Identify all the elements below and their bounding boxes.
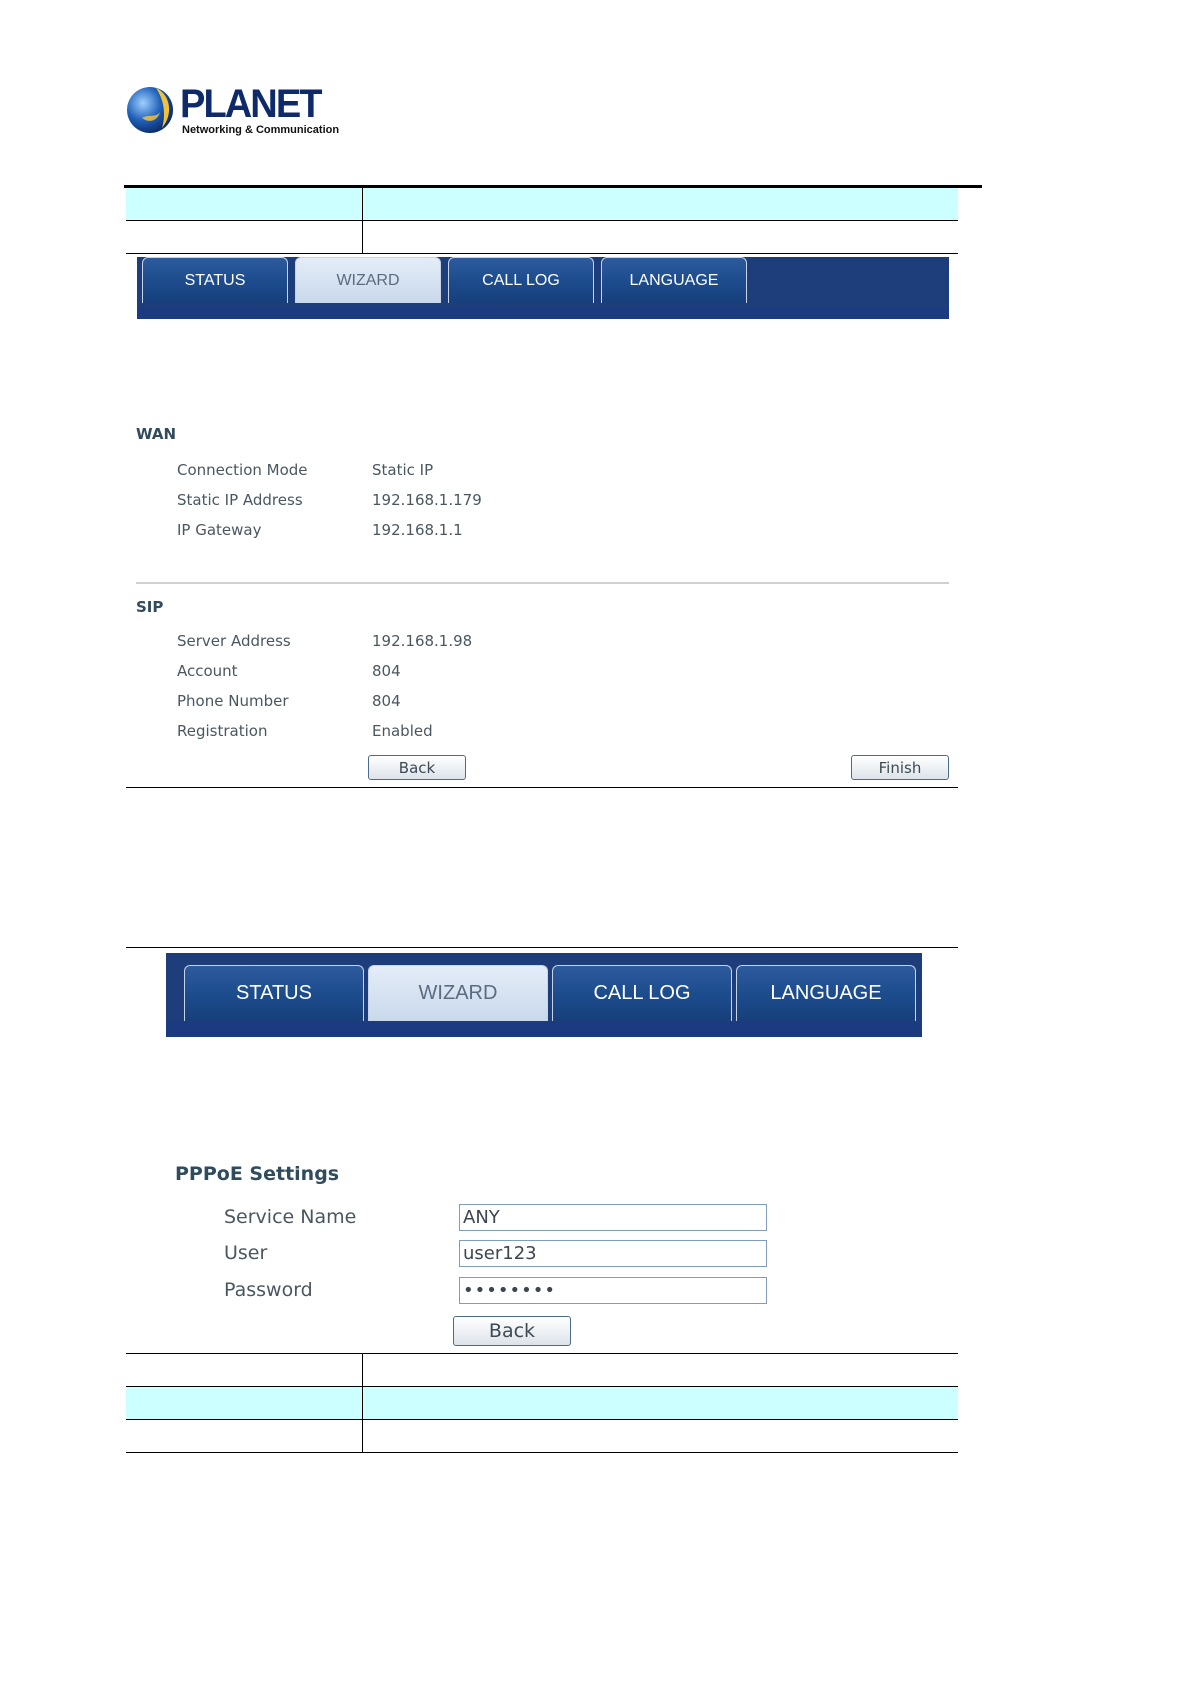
logo-tagline: Networking & Communication: [182, 124, 340, 136]
logo-brand: PLANET: [180, 82, 321, 126]
planet-logo: [126, 82, 340, 142]
section-divider: [136, 582, 949, 584]
finish-button[interactable]: Finish: [851, 755, 949, 780]
tab-label: CALL LOG: [593, 982, 691, 1004]
phone-number-label: Phone Number: [177, 692, 289, 710]
tab-label: WIZARD: [336, 271, 400, 289]
table-row: [126, 1420, 958, 1453]
tab-status[interactable]: [184, 965, 364, 1021]
server-address-value: 192.168.1.98: [372, 632, 473, 650]
user-input[interactable]: user123: [459, 1240, 767, 1267]
tab-label: STATUS: [184, 271, 246, 289]
password-input[interactable]: ••••••••: [459, 1277, 767, 1304]
registration-label: Registration: [177, 722, 268, 740]
sip-section-title: SIP: [136, 598, 164, 616]
pppoe-settings-title: PPPoE Settings: [175, 1163, 340, 1185]
server-address-label: Server Address: [177, 632, 291, 650]
tab-call-log[interactable]: [448, 257, 594, 303]
table-row: [126, 188, 958, 221]
tab-label: STATUS: [236, 982, 312, 1004]
tab-label: CALL LOG: [482, 271, 560, 289]
tab-call-log[interactable]: [552, 965, 732, 1021]
static-ip-value: 192.168.1.179: [372, 491, 482, 509]
account-value: 804: [372, 662, 401, 680]
ip-gateway-label: IP Gateway: [177, 521, 262, 539]
wan-section-title: WAN: [136, 425, 177, 443]
registration-value: Enabled: [372, 722, 433, 740]
tab-language[interactable]: [601, 257, 747, 303]
tab-wizard[interactable]: [368, 965, 548, 1021]
service-name-input[interactable]: ANY: [459, 1204, 767, 1231]
nav-bar-bottom: [166, 953, 922, 1037]
connection-mode-label: Connection Mode: [177, 461, 308, 479]
account-label: Account: [177, 662, 238, 680]
pppoe-back-button[interactable]: Back: [453, 1316, 571, 1346]
static-ip-label: Static IP Address: [177, 491, 303, 509]
tab-label: LANGUAGE: [770, 982, 882, 1004]
connection-mode-value: Static IP: [372, 461, 434, 479]
tab-language[interactable]: [736, 965, 916, 1021]
back-button[interactable]: Back: [368, 755, 466, 780]
password-label: Password: [224, 1279, 313, 1301]
tab-wizard[interactable]: [295, 257, 441, 303]
phone-number-value: 804: [372, 692, 401, 710]
tab-label: WIZARD: [418, 982, 498, 1004]
section-rule: [126, 947, 958, 948]
nav-bar-top: [137, 257, 949, 319]
table-row: [126, 221, 958, 254]
section-rule: [126, 787, 958, 788]
globe-icon: [126, 84, 176, 136]
ip-gateway-value: 192.168.1.1: [372, 521, 463, 539]
tab-label: LANGUAGE: [629, 271, 719, 289]
table-row: [126, 1387, 958, 1420]
service-name-label: Service Name: [224, 1206, 357, 1228]
table-row: [126, 1354, 958, 1387]
tab-status[interactable]: [142, 257, 288, 303]
user-label: User: [224, 1242, 268, 1264]
